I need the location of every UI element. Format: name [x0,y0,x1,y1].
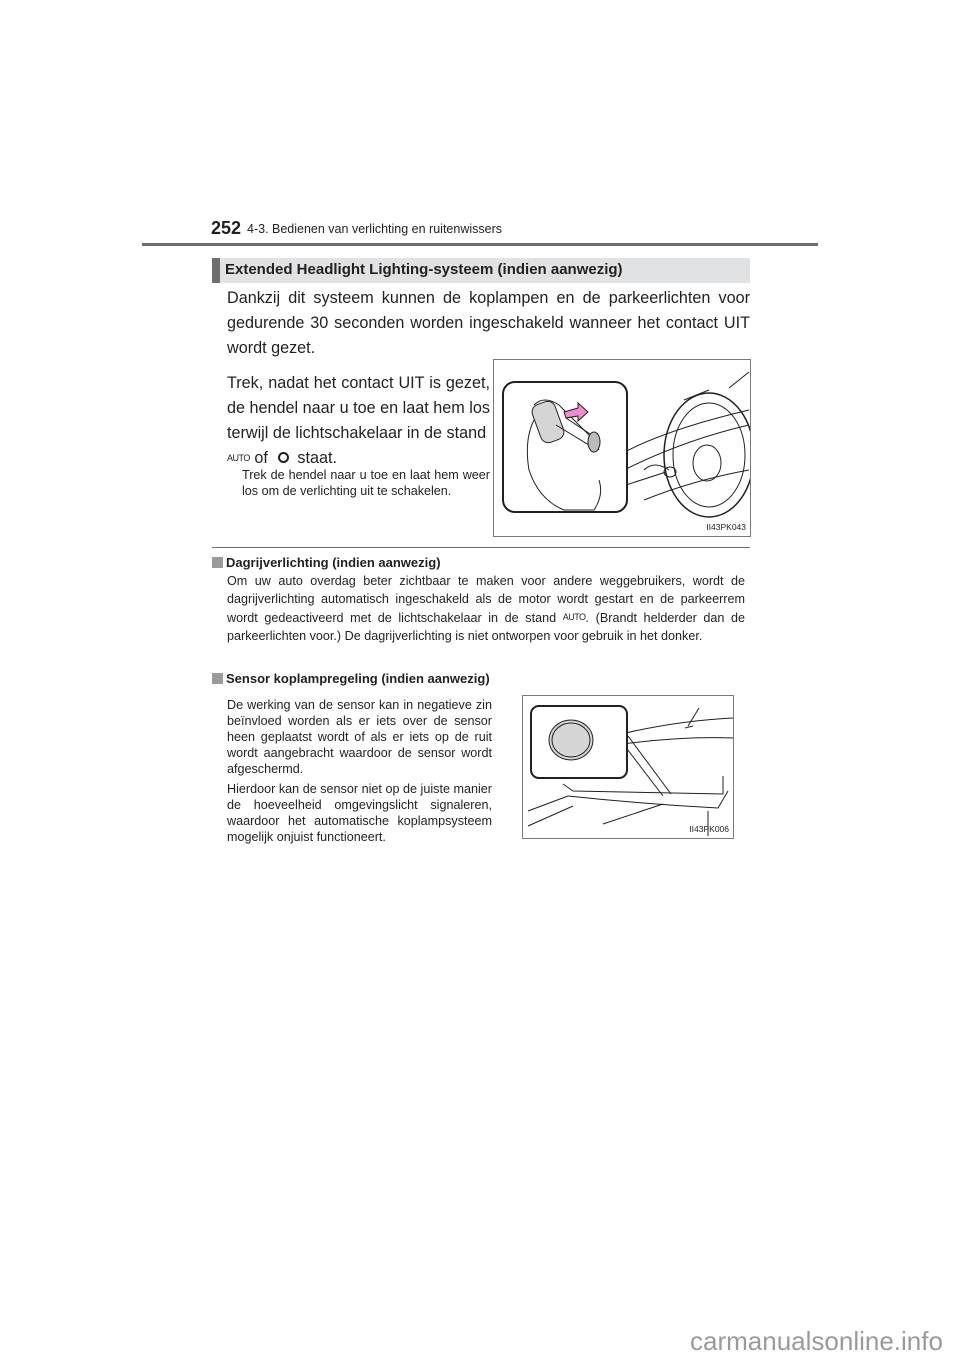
instruction-note: Trek de hendel naar u toe en laat hem weer los om de verlichting uit te schakelen. [242,468,490,498]
section-divider [212,547,750,548]
drl-text-after: . (Brandt helderder dan de parkeerlichten voor.) De dagrijverlichting is niet ontworpen voor gebruik in het donker. [227,611,746,643]
page-number: 252 [211,218,242,238]
section-heading [212,258,750,283]
square-bullet-icon [212,673,223,684]
instruction-end: staat. [297,449,337,467]
sensor-paragraph-2: Hierdoor kan de sensor niet op de juiste manier de hoeveelheid omgevingslicht signaleren, waardoor het automatische koplampsysteem mogelijk onjuist functioneert. [227,782,492,844]
figure-code: II43PK006 [689,824,729,834]
header-rule [142,243,818,246]
auto-symbol: AUTO [227,453,250,463]
sensor-illustration [522,695,734,839]
chapter-title: 4-3. Bedienen van verlichting en ruitenwissers [247,222,502,236]
watermark: carmanualsonline.info [690,1326,943,1356]
parking-light-symbol-icon [278,452,289,463]
heading-marker [212,258,220,283]
drl-paragraph [227,572,745,645]
sensor-paragraph-1: De werking van de sensor kan in negatieve zin beïnvloed worden als er iets over de sensor heen geplaatst wordt of als er iets op de ruit wordt aangebracht waardoor de sensor wordt afgeschermd. [227,698,492,776]
figure-code: II43PK043 [706,522,746,532]
auto-symbol: AUTO [562,612,586,622]
instruction-paragraph [227,371,490,471]
sensor-title: Sensor koplampregeling (indien aanwezig) [226,671,490,686]
intro-paragraph: Dankzij dit systeem kunnen de koplampen en de parkeerlichten voor gedurende 30 seconden worden ingeschakeld wanneer het contact UIT wordt gezet. [227,289,750,357]
drl-text-before: Om uw auto overdag beter zichtbaar te maken voor andere weggebruikers, wordt de dagrijverlichting automatisch ingeschakeld als de motor wordt gestart en de parkeerrem wordt gedeactiveerd met de lichtschakelaar in de stand [227,574,745,625]
lever-illustration [493,359,751,537]
section-title: Extended Headlight Lighting-systeem (indien aanwezig) [225,261,623,278]
sensor-heading [212,671,490,686]
instruction-text: Trek, nadat het contact UIT is gezet, de hendel naar u toe en laat hem los terwijl de lichtschakelaar in de stand [227,374,490,442]
drl-title: Dagrijverlichting (indien aanwezig) [226,555,441,570]
square-bullet-icon [212,557,223,568]
drl-heading [212,555,441,570]
instruction-of: of [254,449,268,467]
